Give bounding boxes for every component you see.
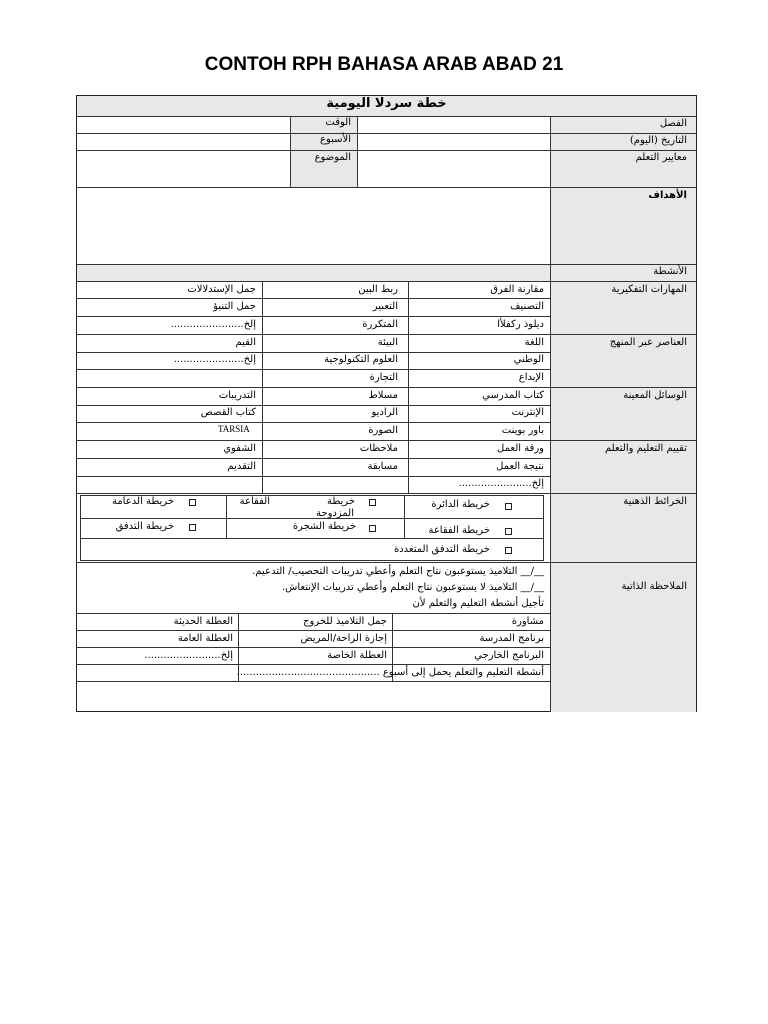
carry-over-line: أنشطة التعليم والتعلم يحمل إلى أسبوع .............................................	[236, 667, 544, 678]
list-item: إلخ.......................	[458, 478, 544, 489]
class-label: الفصل	[659, 118, 687, 129]
reflection-line: __/__ التلاميذ يستوعبون نتاج التعلم وأعطي تدريبات التحصيب/ التدعيم.	[252, 566, 544, 577]
list-item: العطلة الحديثة	[173, 616, 233, 627]
list-item: البرنامج الخارجي	[474, 650, 544, 661]
list-item: العلوم التكنولوجية	[324, 354, 398, 365]
list-item: الراديو	[371, 407, 398, 418]
list-item: ورقة العمل	[497, 443, 544, 454]
list-item: نتيجة العمل	[496, 461, 544, 472]
list-item: البيئة	[377, 337, 398, 348]
list-item: العطلة الخاصة	[327, 650, 387, 661]
list-item: جمل الإستدلالات	[187, 284, 256, 295]
list-item: الشفوي	[223, 443, 256, 454]
list-item: الإنترنت	[511, 407, 544, 418]
teaching-aids-label: الوسائل المعينة	[623, 390, 687, 401]
list-item: إلخ......................	[173, 354, 256, 365]
list-item: مشاورة	[511, 616, 544, 627]
list-item: باور بوينت	[501, 425, 544, 436]
activities-row-bg	[77, 264, 696, 281]
list-item: كتاب المدرسي	[482, 390, 544, 401]
list-item: إلخ........................	[144, 650, 233, 661]
list-item: العطلة العامة	[177, 633, 233, 644]
time-label: الوقت	[325, 117, 351, 128]
reflection-label: الملاحظة الذاتية	[621, 581, 687, 592]
topic-label: الموضوع	[314, 152, 351, 163]
list-item: التعبير	[372, 301, 398, 312]
list-item: المتكررة	[362, 319, 398, 330]
date-label: التاريخ (اليوم)	[629, 135, 687, 146]
list-item: القيم	[235, 337, 256, 348]
thinking-maps-label: الخرائط الذهنية	[623, 496, 687, 507]
activities-label: الأنشطة	[653, 266, 687, 277]
reflection-line: __/__ التلاميذ لا يستوعبون نتاج التعلم وأعطي تدريبات الإنتعاش.	[281, 582, 544, 593]
list-item: خريطة الفقاعة	[428, 525, 490, 536]
checkbox[interactable]	[505, 547, 512, 554]
list-item: خريطة التدفق	[115, 521, 174, 532]
thinking-skills-label: المهارات التفكيرية	[611, 284, 687, 295]
list-item: إجازة الراحة/المريض	[300, 633, 387, 644]
checkbox[interactable]	[369, 499, 376, 506]
list-item: برنامج المدرسة	[479, 633, 544, 644]
week-label: الأسبوع	[319, 134, 351, 145]
list-item: خريطة الدائرة	[431, 499, 490, 510]
list-item: ديلوذ ركفلأا	[497, 319, 544, 330]
list-item: التصنيف	[510, 301, 544, 312]
checkbox[interactable]	[369, 525, 376, 532]
objectives-label: الأهداف	[648, 190, 687, 201]
checkbox[interactable]	[505, 503, 512, 510]
list-item: خريطة التدفق المتعددة	[393, 544, 490, 555]
list-item: الإبداع	[518, 372, 544, 383]
list-item: التجارة	[369, 372, 398, 383]
cross-curricular-label: العناصر عبر المنهج	[609, 337, 687, 348]
list-item: TARSIA	[218, 424, 250, 434]
list-item: مسلاط	[368, 390, 398, 401]
list-item: خريطة الشجرة	[292, 521, 356, 532]
list-item: مقارنة الفرق	[490, 284, 544, 295]
form-title: خطة سردلا اليومية	[326, 96, 447, 111]
list-item: إلخ.......................	[170, 319, 256, 330]
right-labels-bg	[550, 116, 696, 712]
checkbox[interactable]	[505, 528, 512, 535]
list-item: الفقاعة	[239, 496, 270, 507]
reflection-line: تأجيل أنشطة التعليم والتعلم لأن	[412, 598, 544, 609]
list-item: الوطني	[513, 354, 544, 365]
checkbox[interactable]	[189, 499, 196, 506]
assessment-label: تقييم التعليم والتعلم	[604, 443, 687, 454]
learning-standard-label: معايير التعلم	[635, 152, 687, 163]
list-item: جمل التلاميذ للخروج	[303, 616, 387, 627]
list-item: التدريبات	[218, 390, 256, 401]
document-title: CONTOH RPH BAHASA ARAB ABAD 21	[204, 54, 564, 75]
list-item: كتاب القصص	[200, 407, 256, 418]
list-item: اللغة	[524, 337, 544, 348]
list-item: ربط البين	[358, 284, 398, 295]
list-item: المزدوجة	[316, 508, 354, 519]
list-item: ملاحظات	[359, 443, 398, 454]
list-item: الصورة	[368, 425, 398, 436]
list-item: جمل التنبؤ	[213, 301, 256, 312]
list-item: مسابقة	[367, 461, 398, 472]
checkbox[interactable]	[189, 524, 196, 531]
list-item: التقديم	[227, 461, 256, 472]
list-item: خريطة	[326, 496, 355, 507]
list-item: خريطة الدعامة	[111, 496, 174, 507]
